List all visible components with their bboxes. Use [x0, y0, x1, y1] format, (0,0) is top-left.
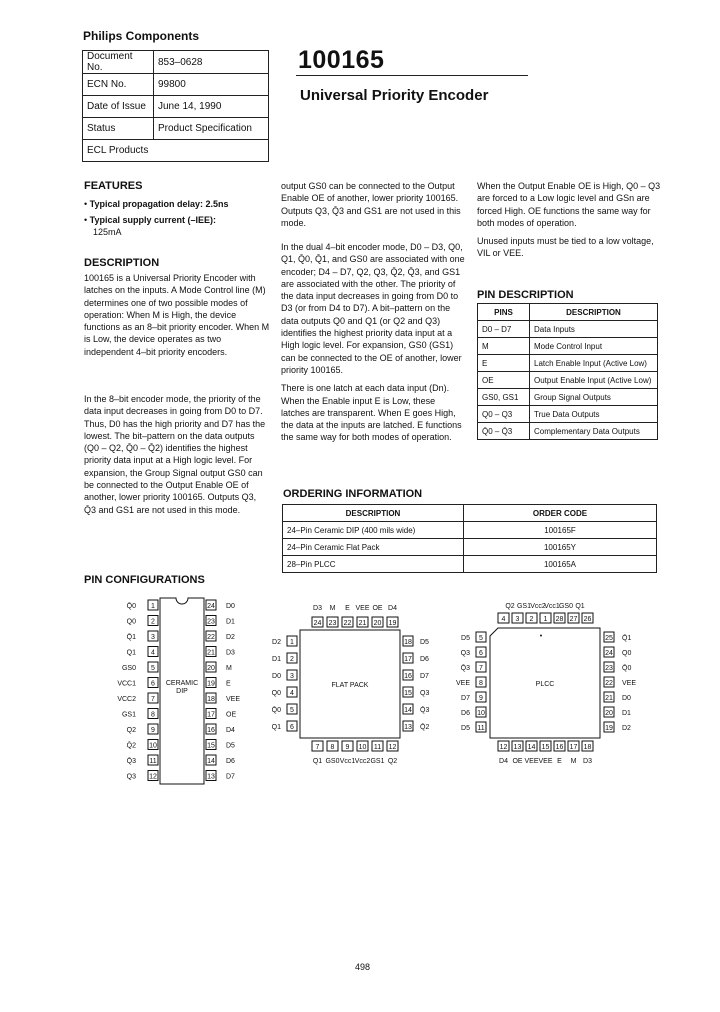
plcc-label: PLCC — [535, 681, 555, 688]
plcc-pin-label-top: Q2 — [505, 603, 515, 610]
plcc-pin-number: 10 — [477, 710, 485, 717]
dip-pin-label-left: GS0 — [121, 665, 136, 672]
description-paragraph: 100165 is a Universal Priority Encoder with latches on the inputs. A Mode Control line (M) determines one of two possible modes of operation: When M is High, the device functions as an 8–bit priority encoder. When M is Low, the device operates as two independent 4–bit priority encoders. — [84, 273, 270, 357]
plcc-pin-number: 1 — [543, 616, 548, 623]
flatpack-pin-number: 13 — [404, 724, 412, 731]
flatpack-pin-number: 14 — [404, 707, 412, 714]
column-header: ORDER CODE — [464, 505, 657, 522]
flatpack-pin-number: 3 — [290, 673, 294, 680]
dip-pin-number: 17 — [207, 711, 215, 719]
order-desc: 28–Pin PLCC — [283, 556, 464, 573]
flatpack-pin-label-left: D1 — [272, 656, 281, 663]
flatpack-pin-label-top: M — [329, 605, 336, 612]
dip-pin-number: 5 — [151, 665, 155, 672]
pin-desc: Complementary Data Outputs — [530, 423, 658, 440]
plcc-pin-number: 16 — [555, 744, 564, 751]
info-value: 99800 — [154, 74, 269, 96]
order-desc: 24–Pin Ceramic DIP (400 mils wide) — [283, 522, 464, 539]
flatpack-pin-number: 9 — [345, 744, 350, 751]
flatpack-pin-number: 18 — [404, 639, 412, 646]
plcc-pin-label-bottom: D3 — [583, 758, 592, 765]
plcc-pin-number: 5 — [479, 635, 483, 642]
plcc-pin-number: 2 — [529, 616, 534, 623]
flatpack-pin-label-bottom: Q1 — [312, 758, 323, 765]
plcc-pin-label-left: Q̄3 — [460, 665, 470, 672]
flatpack-pin-label-right: Q̄3 — [420, 707, 430, 714]
plcc-pin-label-right: D1 — [622, 710, 631, 717]
features-heading: FEATURES — [84, 180, 143, 192]
dip-pin-label-left: VCC2 — [117, 696, 136, 703]
flatpack-pin-number: 21 — [358, 620, 367, 627]
flatpack-pin-number: 2 — [290, 656, 294, 663]
flatpack-label: FLAT PACK — [331, 682, 369, 689]
info-value: June 14, 1990 — [154, 96, 269, 118]
dip-pin-label-right: D3 — [226, 649, 235, 657]
description-paragraph-cont: output GS0 can be connected to the Output Enable OE of another, lower priority 100165. Outputs Q3, Q̄3 and GS1 are not used in this mode. — [281, 181, 461, 228]
flatpack-pin-label-bottom: GS0 — [325, 758, 340, 765]
dip-pin-number: 18 — [207, 696, 215, 703]
plcc-pin-label-bottom: VEE — [524, 758, 539, 765]
plcc-pin-label-left: VEE — [455, 680, 470, 687]
flatpack-pin-number: 7 — [315, 744, 320, 751]
pin-name: OE — [478, 372, 530, 389]
plcc-pin-number: 4 — [501, 616, 506, 623]
dip-pin-number: 11 — [149, 758, 157, 765]
order-code: 100165A — [464, 556, 657, 573]
plcc-pin-label-right: Q̄0 — [622, 665, 632, 672]
plcc-pin-number: 21 — [605, 695, 613, 702]
plcc-pin-label-right: Q̄1 — [622, 635, 632, 642]
flatpack-pin-label-left: Q0 — [271, 690, 281, 697]
flatpack-pin-number: 8 — [330, 744, 335, 751]
plcc-pin-label-left: D5 — [461, 635, 470, 642]
flatpack-pin-label-left: Q1 — [271, 724, 281, 731]
info-label: Document No. — [83, 51, 154, 74]
dip-label: DIP — [176, 688, 188, 695]
pin-desc: Mode Control Input — [530, 338, 658, 355]
pin-name: M — [478, 338, 530, 355]
plcc-pin-number: 3 — [515, 616, 520, 623]
plcc-pin-label-right: VEE — [622, 680, 637, 687]
plcc-pin-number: 15 — [541, 744, 550, 751]
plcc-pin-number: 14 — [527, 744, 536, 751]
dip-pin-label-right: M — [226, 665, 232, 672]
dip-pin-number: 2 — [151, 618, 155, 626]
plcc-pin-number: 26 — [583, 616, 592, 623]
dip-pin-number: 15 — [207, 742, 215, 750]
order-code: 100165F — [464, 522, 657, 539]
pin-desc: Latch Enable Input (Active Low) — [530, 355, 658, 372]
dip-pin-number: 21 — [207, 649, 215, 657]
dip-pin-number: 19 — [207, 680, 215, 688]
part-number: 100165 — [298, 46, 385, 74]
plcc-pin-label-left: D7 — [461, 695, 470, 702]
plcc-pin-label-top: Q1 — [575, 603, 585, 610]
description-paragraph: In the 8–bit encoder mode, the priority of the data input decreases in going from D0 to D7. Thus, D0 has the high priority and D7 has the lowest. The bit–pattern on the data outputs (Q0 – Q2, Q̄0 – Q̄2) identifies the highest priority data input at a High logic level. For expansion, the Group Signal output GS0 can be connected to the Output Enable OE of another, lower priority 100165. Outputs Q3, Q̄3 and GS1 are not used in this mode. — [84, 394, 266, 515]
plcc-pin-number: 28 — [555, 616, 564, 623]
flatpack-pin-number: 10 — [358, 744, 367, 751]
dip-pin-number: 22 — [207, 634, 215, 641]
flatpack-pin-label-top: D4 — [388, 605, 397, 612]
dip-pin-number: 3 — [151, 634, 155, 641]
flatpack-pin-number: 12 — [388, 744, 397, 751]
plcc-pin-label-top: Vcc1 — [544, 603, 560, 610]
dip-label: CERAMIC — [165, 680, 199, 687]
pin-name: Q̄0 – Q̄3 — [478, 423, 530, 440]
flatpack-pin-label-bottom: Vcc2 — [354, 758, 371, 765]
order-code: 100165Y — [464, 539, 657, 556]
flatpack-pin-number: 6 — [290, 724, 294, 731]
feature-item: • Typical supply current (–IEE): — [84, 215, 217, 225]
plcc-pin-label-right: Q0 — [622, 650, 632, 657]
dip-pin-label-right: D1 — [226, 618, 235, 626]
dip-pin-number: 20 — [207, 665, 215, 672]
plcc-pin-label-top: Vcc2 — [530, 603, 546, 610]
plcc-pin-label-right: D2 — [622, 725, 631, 732]
page-number: 498 — [355, 962, 371, 972]
plcc-pin-label-bottom: E — [557, 758, 562, 765]
dip-pin-label-left: Q3 — [126, 773, 136, 781]
dip-pin-number: 8 — [151, 711, 155, 719]
feature-item: • Typical propagation delay: 2.5ns — [84, 199, 229, 209]
dip-pin-number: 23 — [207, 618, 215, 626]
order-desc: 24–Pin Ceramic Flat Pack — [283, 539, 464, 556]
plcc-pin-label-bottom: OE — [512, 758, 523, 765]
plcc-pin-number: 20 — [605, 710, 613, 717]
dip-pin-label-right: OE — [226, 711, 237, 719]
description-paragraph: When the Output Enable OE is High, Q0 – Q3 are forced to a Low logic level and GSn are forced High. OE functions the same way for both modes of operation. — [477, 181, 661, 228]
plcc-pin-number: 13 — [513, 744, 522, 751]
plcc-pin-number: 9 — [479, 695, 483, 702]
plcc-pin-number: 23 — [605, 665, 613, 672]
flatpack-pin-label-left: D2 — [272, 639, 281, 646]
dip-pin-label-left: Q1 — [126, 649, 136, 657]
flatpack-pin-number: 16 — [404, 673, 412, 680]
dip-pin-number: 14 — [207, 758, 215, 765]
flatpack-pin-number: 5 — [290, 707, 294, 714]
plcc-pin-label-top: GS0 — [558, 603, 574, 610]
feature-value: 125mA — [93, 227, 122, 237]
plcc-pin-label-bottom: M — [570, 758, 577, 765]
pin-name: E — [478, 355, 530, 372]
plcc-pin-number: 22 — [605, 680, 613, 687]
dip-pin-label-left: VCC1 — [117, 680, 136, 688]
dip-pin-label-right: D2 — [226, 634, 235, 641]
dip-pin-label-right: D0 — [226, 603, 235, 610]
dip-pin-number: 6 — [151, 680, 155, 688]
dip-pin-label-left: Q0 — [126, 618, 136, 626]
plcc-pin-number: 7 — [479, 665, 483, 672]
dip-pin-label-right: D6 — [226, 758, 235, 765]
plcc-pin-number: 12 — [499, 744, 508, 751]
flatpack-pin-label-right: D6 — [420, 656, 429, 663]
flatpack-pin-label-top: VEE — [355, 605, 370, 612]
flatpack-pin-label-top: D3 — [313, 605, 322, 612]
dip-pin-label-right: VEE — [226, 696, 241, 703]
pin-desc: Data Inputs — [530, 321, 658, 338]
dip-pin-number: 4 — [151, 649, 155, 657]
flatpack-pin-label-bottom: Vcc1 — [339, 758, 356, 765]
pin-desc: True Data Outputs — [530, 406, 658, 423]
flatpack-pin-label-right: Q3 — [420, 690, 430, 697]
plcc-pin-label-top: GS1 — [516, 603, 532, 610]
flatpack-pin-number: 23 — [328, 620, 337, 627]
flatpack-pin-number: 4 — [290, 690, 294, 697]
flatpack-pin-number: 17 — [404, 656, 412, 663]
plcc-pin-label-left: D5 — [461, 725, 470, 732]
plcc-pin-label-right: D0 — [622, 695, 631, 702]
plcc-pin-number: 25 — [605, 635, 613, 642]
info-label: ECL Products — [83, 140, 269, 162]
dip-pin-label-left: Q̄1 — [126, 634, 136, 641]
pin-config-heading: PIN CONFIGURATIONS — [84, 574, 205, 586]
dip-pin-number: 13 — [207, 773, 215, 781]
column-header: DESCRIPTION — [283, 505, 464, 522]
flatpack-pin-number: 11 — [373, 744, 382, 751]
feature-label: Typical propagation delay: 2.5ns — [89, 199, 229, 209]
dip-pin-label-left: Q̄0 — [126, 603, 136, 610]
page-title: Universal Priority Encoder — [300, 87, 489, 104]
info-value: 853–0628 — [154, 51, 269, 74]
flatpack-pin-label-right: Q̄2 — [420, 724, 430, 731]
description-paragraph: In the dual 4–bit encoder mode, D0 – D3, Q0, Q1, Q̄0, Q̄1, and GS0 are associated with one encoder; D4 – D7, Q2, Q3, Q̄2, Q̄3, and GS1 are associated with the other. The priority of the data input decreases in going from D0 to D3 (or from D4 to D7). A bit–pattern on the data outputs Q0 and Q1 (or Q2 and Q3) identifies the highest priority data input at a High logic level. For expansion, GS0 (GS1) can be connected to the OE of another, lower priority 100165. — [281, 242, 465, 375]
dip-pin-label-right: D4 — [226, 727, 235, 734]
description-paragraph: Unused inputs must be tied to a low voltage, VIL or VEE. — [477, 236, 654, 259]
info-label: Date of Issue — [83, 96, 154, 118]
description-heading: DESCRIPTION — [84, 257, 160, 269]
plcc-dot: • — [539, 633, 543, 640]
dip-pin-label-right: D7 — [226, 773, 235, 781]
dip-pin-number: 12 — [149, 773, 157, 781]
info-label: Status — [83, 118, 154, 140]
flatpack-pin-number: 19 — [388, 620, 397, 627]
feature-label: Typical supply current (–IEE): — [89, 215, 217, 225]
flatpack-pin-number: 1 — [290, 639, 294, 646]
dip-pin-label-right: D5 — [226, 742, 235, 750]
flatpack-pin-label-bottom: Q2 — [387, 758, 398, 765]
plcc-pin-number: 24 — [605, 650, 613, 657]
plcc-pin-number: 11 — [477, 725, 485, 732]
flatpack-pin-number: 15 — [404, 690, 412, 697]
flatpack-pin-label-left: Q̄0 — [271, 707, 281, 714]
plcc-pin-label-left: D6 — [461, 710, 470, 717]
flatpack-pin-number: 20 — [373, 620, 382, 627]
pin-name: Q0 – Q3 — [478, 406, 530, 423]
description-paragraph: There is one latch at each data input (Dn). When the Enable input E is Low, these latches are transparent. When E goes High, the data at the inputs are latched. E functions the same way for both modes of operation. — [281, 383, 462, 443]
flatpack-pin-label-top: E — [345, 605, 350, 612]
company-name: Philips Components — [83, 29, 200, 43]
plcc-pin-number: 18 — [583, 744, 592, 751]
flatpack-pin-label-top: OE — [372, 605, 383, 612]
dip-pin-number: 24 — [207, 603, 215, 610]
plcc-pin-number: 8 — [479, 680, 483, 687]
dip-pin-label-left: Q2 — [126, 727, 136, 734]
dip-pin-number: 1 — [151, 603, 155, 610]
dip-pin-label-right: E — [226, 680, 231, 688]
dip-pin-number: 10 — [149, 742, 157, 750]
column-header: PINS — [478, 304, 530, 321]
dip-pin-label-left: Q̄2 — [126, 742, 136, 750]
plcc-pin-number: 17 — [569, 744, 578, 751]
ordering-heading: ORDERING INFORMATION — [283, 488, 423, 500]
dip-pin-number: 7 — [151, 696, 155, 703]
pin-name: GS0, GS1 — [478, 389, 530, 406]
dip-pin-number: 9 — [151, 727, 155, 734]
pin-name: D0 – D7 — [478, 321, 530, 338]
plcc-pin-label-left: Q3 — [460, 650, 470, 657]
dip-pin-number: 16 — [207, 727, 215, 734]
dip-pin-label-left: GS1 — [121, 711, 136, 719]
pin-desc: Group Signal Outputs — [530, 389, 658, 406]
flatpack-pin-label-right: D5 — [420, 639, 429, 646]
flatpack-pin-label-right: D7 — [420, 673, 429, 680]
plcc-pin-number: 27 — [569, 616, 578, 623]
flatpack-pin-label-left: D0 — [272, 673, 281, 680]
flatpack-pin-label-bottom: GS1 — [370, 758, 385, 765]
plcc-pin-label-bottom: VEE — [538, 758, 553, 765]
plcc-pin-number: 19 — [605, 725, 613, 732]
info-label: ECN No. — [83, 74, 154, 96]
pin-description-heading: PIN DESCRIPTION — [477, 289, 574, 301]
plcc-pin-number: 6 — [479, 650, 483, 657]
pin-desc: Output Enable Input (Active Low) — [530, 372, 658, 389]
dip-pin-label-left: Q̄3 — [126, 758, 136, 765]
info-value: Product Specification — [154, 118, 269, 140]
flatpack-pin-number: 24 — [313, 620, 322, 627]
column-header: DESCRIPTION — [530, 304, 658, 321]
flatpack-pin-number: 22 — [343, 620, 352, 627]
plcc-pin-label-bottom: D4 — [499, 758, 508, 765]
